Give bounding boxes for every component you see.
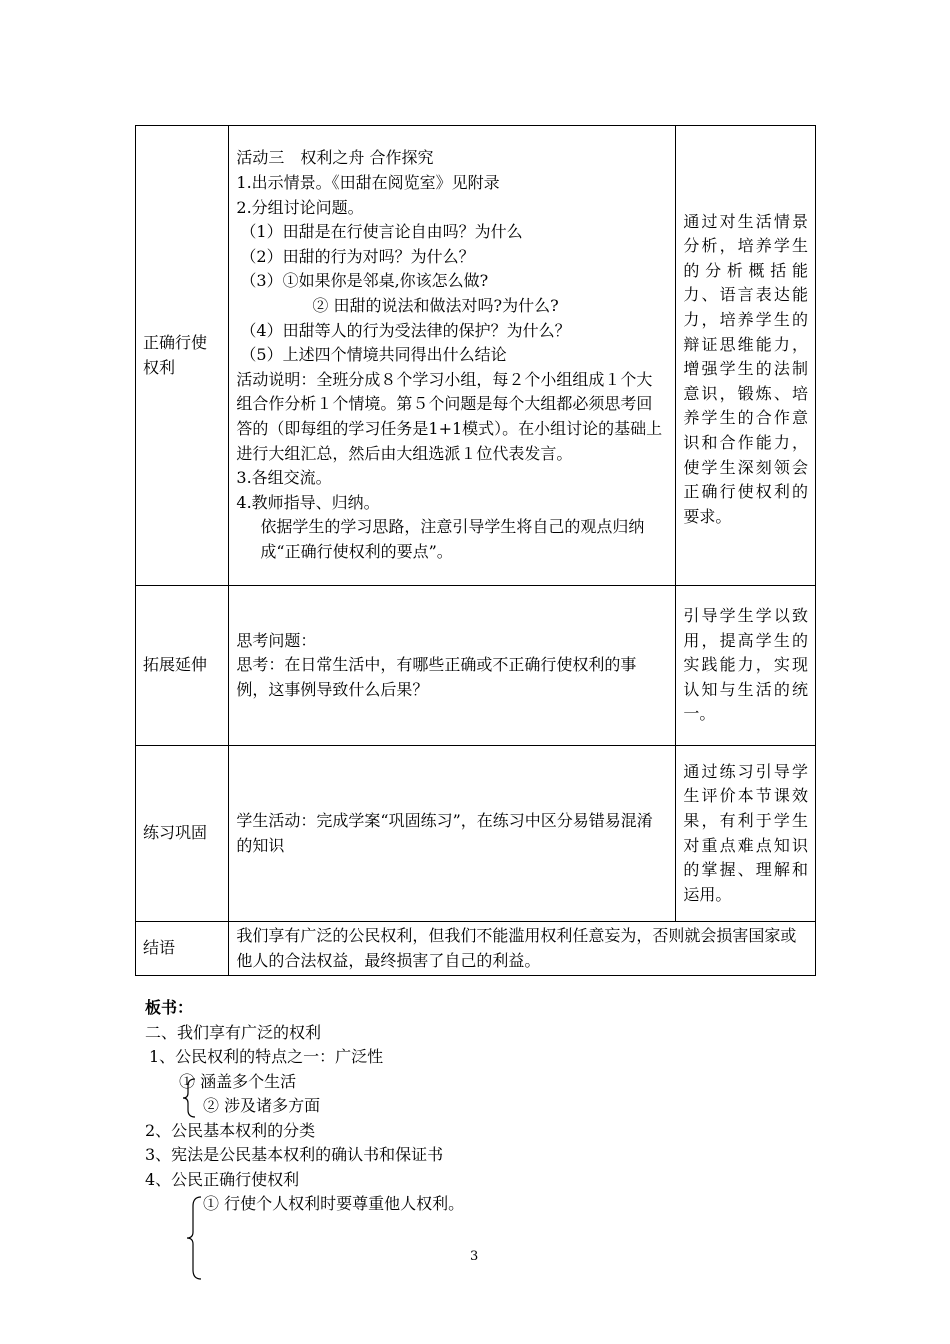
content-paragraph: 依据学生的学习思路，注意引导学生将自己的观点归纳成“正确行使权利的要点”。	[260, 517, 645, 561]
conclusion-cell	[229, 922, 816, 976]
board-line: 3、宪法是公民基本权利的确认书和保证书	[145, 1145, 444, 1164]
conclusion-text: 我们享有广泛的公民权利，但我们不能滥用权利任意妄为，否则就会损害国家或他人的合法权益，最终损害了自己的利益。	[236, 926, 797, 970]
content-line: （2）田甜的行为对吗？为什么？	[240, 246, 475, 266]
section-cell	[136, 126, 229, 586]
content-paragraph: 学生活动：完成学案“巩固练习”，在练习中区分易错易混淆的知识	[236, 810, 653, 855]
table-row	[136, 922, 816, 976]
content-line: ② 田甜的说法和做法对吗?为什么?	[312, 296, 559, 316]
section-cell	[136, 586, 229, 746]
section-label: 正确行使权利	[143, 332, 208, 377]
intent-text: 通过对生活情景分析，培养学生的分析概括能力、语言表达能力，培养学生的辩证思维能力，增强学生的法制意识，锻炼、培养学生的合作意识和合作能力，使学生深刻领会正确行使权利的要求。	[683, 211, 808, 526]
content-cell	[229, 126, 676, 586]
intent-text: 通过练习引导学生评价本节课效果，有利于学生对重点难点知识的掌握、理解和运用。	[683, 761, 808, 904]
content-line: 1.出示情景。《田甜在阅览室》见附录	[236, 173, 500, 193]
section-label: 拓展延伸	[143, 655, 208, 675]
content-paragraph: 思考：在日常生活中，有哪些正确或不正确行使权利的事例，这事例导致什么后果？	[236, 655, 637, 699]
board-line: 4、公民正确行使权利	[145, 1169, 300, 1189]
section-label: 练习巩固	[143, 823, 208, 843]
content-line: （4）田甜等人的行为受法律的保护？为什么？	[240, 320, 571, 340]
content-line: （5）上述四个情境共同得出什么结论	[240, 345, 507, 365]
board-line: ② 涉及诸多方面	[203, 1096, 321, 1115]
page-number: 3	[470, 1249, 479, 1264]
content-line: 2.分组讨论问题。	[236, 197, 364, 217]
board-line: 二、我们享有广泛的权利	[145, 1022, 322, 1042]
section-label: 结语	[143, 938, 176, 958]
intent-cell	[676, 746, 816, 922]
board-line: ① 行使个人权利时要尊重他人权利。	[203, 1194, 465, 1213]
board-line: 2、公民基本权利的分类	[145, 1120, 316, 1140]
intent-cell	[676, 126, 816, 586]
content-line: （3）①如果你是邻桌,你该怎么做?	[240, 271, 489, 291]
content-line: 4.教师指导、归纳。	[236, 492, 380, 512]
section-cell	[136, 746, 229, 922]
intent-cell	[676, 586, 816, 746]
content-line: 3.各组交流。	[236, 468, 332, 488]
content-cell	[229, 746, 676, 922]
content-cell	[229, 586, 676, 746]
table-row	[136, 126, 816, 586]
content-paragraph: 活动说明：全班分成８个学习小组，每２个小组组成１个大组合作分析１个情境。第５个问题是每个大组都必须思考回答的（即每组的学习任务是1+1模式）。在小组讨论的基础上进行大组汇总，然后由大组选派１位代表发言。	[236, 369, 663, 463]
brace-icon	[186, 1196, 202, 1280]
section-cell	[136, 922, 229, 976]
board-line: ① 涵盖多个生活	[179, 1071, 297, 1091]
brace-icon	[182, 1078, 196, 1118]
board-title: 板书：	[145, 998, 194, 1017]
lesson-plan-table	[135, 125, 816, 976]
intent-text: 引导学生学以致用，提高学生的实践能力，实现认知与生活的统一。	[683, 606, 808, 724]
board-line: 1、公民权利的特点之一：广泛性	[149, 1047, 384, 1066]
content-line: 思考问题：	[236, 630, 317, 650]
table-row	[136, 586, 816, 746]
content-line: （1）田甜是在行使言论自由吗？为什么	[240, 222, 523, 242]
content-line: 活动三 权利之舟 合作探究	[236, 148, 434, 168]
table-row	[136, 746, 816, 922]
